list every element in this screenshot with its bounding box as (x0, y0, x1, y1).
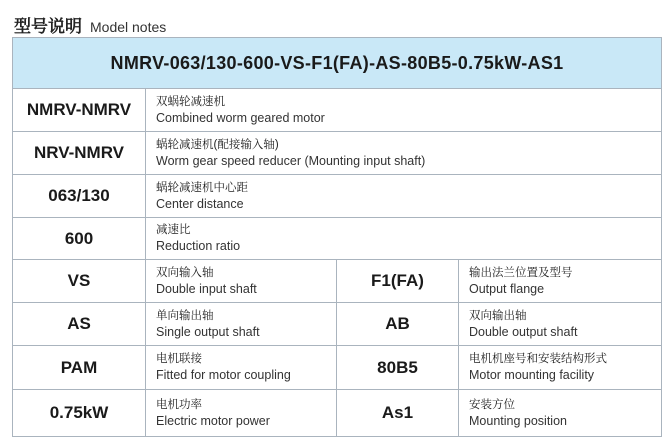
section-heading (14, 12, 166, 36)
code-cell: F1(FA) (336, 260, 459, 302)
description-chinese: 蜗轮减速机中心距 (156, 181, 248, 194)
description-english: Output flange (469, 281, 545, 296)
code-cell: 063/130 (13, 175, 146, 217)
description-cell (146, 390, 336, 436)
description-english: Mounting position (469, 413, 567, 428)
description-chinese: 电机功率 (156, 398, 202, 411)
description-cell (146, 175, 661, 217)
code-cell: 600 (13, 218, 146, 259)
description-cell (146, 260, 336, 302)
description-english: Combined worm geared motor (156, 110, 325, 125)
description-cell (146, 132, 661, 174)
heading-chinese: 型号说明 (14, 17, 82, 36)
description-chinese: 双蜗轮减速机 (156, 95, 225, 108)
description-chinese: 蜗轮减速机(配接输入轴) (156, 138, 279, 151)
table-row (13, 303, 661, 346)
description-english: Motor mounting facility (469, 368, 595, 382)
description-english: Double input shaft (156, 281, 257, 296)
code-cell: AB (336, 303, 459, 345)
table-row (13, 218, 661, 260)
code-cell: VS (13, 260, 146, 302)
code-cell: NMRV-NMRV (13, 89, 146, 131)
description-cell (459, 390, 661, 436)
code-cell: PAM (13, 346, 146, 389)
description-chinese: 电机联接 (156, 353, 202, 365)
code-cell: 80B5 (336, 346, 459, 389)
table-row (13, 132, 661, 175)
table-row (13, 390, 661, 436)
description-chinese: 双向输入轴 (156, 266, 214, 279)
description-english: Electric motor power (156, 413, 270, 428)
code-cell: NRV-NMRV (13, 132, 146, 174)
description-cell (146, 346, 336, 389)
table-row (13, 175, 661, 218)
heading-english: Model notes (90, 19, 167, 35)
code-cell: As1 (336, 390, 459, 436)
description-cell (146, 303, 336, 345)
description-chinese: 输出法兰位置及型号 (469, 266, 573, 279)
code-cell: 0.75kW (13, 390, 146, 436)
description-cell (146, 89, 661, 131)
description-cell (146, 218, 661, 259)
model-notes-table (12, 37, 662, 437)
table-row (13, 260, 661, 303)
description-english: Center distance (156, 196, 244, 211)
description-chinese: 安装方位 (469, 398, 515, 411)
description-english: Single output shaft (156, 324, 260, 339)
description-english: Worm gear speed reducer (Mounting input shaft) (156, 153, 426, 168)
description-chinese: 双向输出轴 (469, 309, 527, 322)
table-row (13, 346, 661, 390)
description-english: Reduction ratio (156, 239, 241, 253)
description-chinese: 电机机座号和安装结构形式 (469, 353, 607, 365)
table-row (13, 89, 661, 132)
description-english: Fitted for motor coupling (156, 368, 291, 382)
description-english: Double output shaft (469, 324, 578, 339)
description-cell (459, 260, 661, 302)
code-cell: AS (13, 303, 146, 345)
description-cell (459, 346, 661, 389)
model-code-banner: NMRV-063/130-600-VS-F1(FA)-AS-80B5-0.75kW-AS1 (13, 38, 661, 89)
description-chinese: 减速比 (156, 224, 191, 236)
description-chinese: 单向输出轴 (156, 309, 214, 322)
description-cell (459, 303, 661, 345)
